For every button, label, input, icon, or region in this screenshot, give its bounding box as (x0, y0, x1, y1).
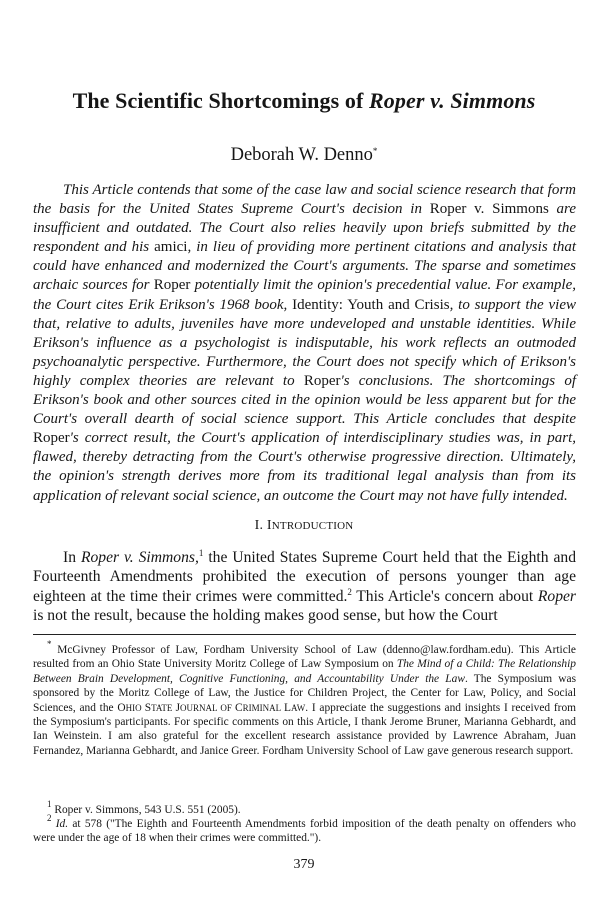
footnote-divider (33, 634, 576, 635)
footnote-2: $^2$ Id. at 578 ("The Eighth and Fourteenth Amendments forbid imposition of the death penalty on offenders who were under the age of 18 when their crimes were committed."). (33, 813, 577, 845)
case-name: Roper v. Simmons (369, 88, 536, 113)
footnote-ref-1[interactable]: 1 (198, 548, 204, 558)
footnote-author: * McGivney Professor of Law, Fordham University School of Law (ddenno@law.fordham.edu). This Article resulted from an Ohio State University Moritz College of Law Symposium on The Mind of a Child: The Relationship Between Brain Development, Cognitive Functioning, and Accountability Under the Law. The Symposium was sponsored by the Moritz College of Law, the Justice for Children Project, the Center for Law, Policy, and Social Sciences, and the OHIO STATE JOURNAL OF CRIMINAL LAW. I appreciate the suggestions and insights I received from the Symposium's participants. For specific comments on this Article, I thank Jerome Bruner, Marianna Gebhardt, and Ian Weinstein. I am also grateful for the excellent research assistance provided by Lawrence Abraham, Juan Fernandez, Marianna Gebhardt, and Janice Greer. Fordham University School of Law gave generous research support. (33, 639, 577, 757)
intro-paragraph: In Roper v. Simmons,$^1$ the United States Supreme Court held that the Eighth and Fourteenth Amendments prohibited the execution of persons younger than age eighteen at the time their crimes were committed.$^2$ This Article's concern about Roper is not the result, because the holding makes good sense, but how the Court (33, 548, 577, 624)
footnote-1: $^1$ Roper v. Simmons, 543 U.S. 551 (2005). (47, 799, 241, 816)
section-heading: I. INTRODUCTION (254, 518, 354, 533)
author-name: Deborah W. Denno* (230, 145, 378, 165)
author-footnote-mark[interactable]: * (372, 146, 378, 156)
abstract: This Article contends that some of the case law and social science research that form the basis for the United States Supreme Court's decision in Roper v. Simmons are insufficient and outdated. The Court also relies heavily upon briefs submitted by the respondent and his amici, in lieu of providing more pertinent citations and analysis that could have enhanced and modernized the Court's arguments. The sparse and sometimes archaic sources for Roper potentially limit the opinion's precedential value. For example, the Court cites Erik Erikson's 1968 book, Identity: Youth and Crisis, to support the view that, relative to adults, juveniles have more undeveloped and unstable identities. While Erikson's influence as a psychologist is indisputable, his work reflects an outmoded psychoanalytic perspective. Furthermore, the Court does not specify which of Erikson's highly complex theories are relevant to Roper's conclusions. The shortcomings of Erikson's book and other sources cited in the opinion would be less apparent but for the Court's overall dearth of social science support. This Article concludes that despite Roper's correct result, the Court's application of interdisciplinary studies was, in part, flawed, thereby detracting from the Court's otherwise progressive direction. Ultimately, the opinion's strength derives more from its traditional legal analysis than from its application of relevant social science, an outcome the Court may not have fully intended. (33, 182, 576, 504)
page-number: 379 (293, 857, 315, 872)
footnote-ref-2[interactable]: 2 (347, 586, 352, 597)
article-title: The Scientific Shortcomings of Roper v. Simmons (72, 88, 536, 113)
